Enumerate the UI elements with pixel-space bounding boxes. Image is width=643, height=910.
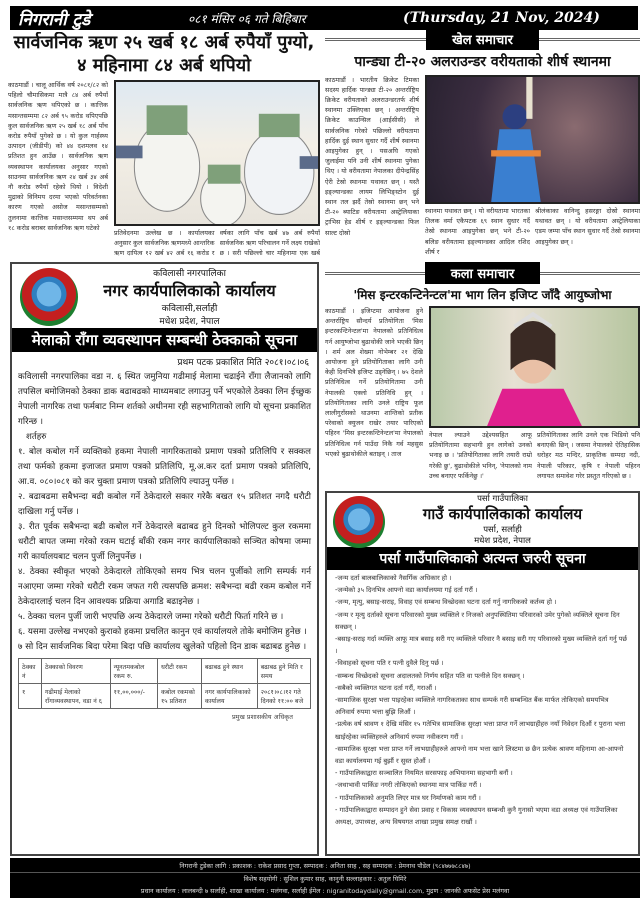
section-label: खेल समाचार — [426, 28, 539, 50]
arts-section-header — [325, 262, 640, 284]
footer-credits — [10, 858, 640, 898]
notice-intro: कविलासी नगरपालिका वडा न. ६ स्थित जमुनिया गढीमाई मेलामा चढाईने राँगा लैजानको लागि तपसिल बमोजिमको ठेक्का डाक बढाबढको माध्यमबाट लगाउनु पर्ने भएकोले ठेक्का लिन ईच्छुक नेपाली नागरिक तथा फर्मबाट निम्न शर्तको अधीनमा रही सहभागिताको लागि यो सूचना प्रकाशित गरिन्छ । — [18, 372, 311, 427]
table-cell: कबोल रकमको १५ प्रतिशत — [157, 684, 201, 709]
sports-body-col3: श्रीलंकाका वानिन्दु हसरङ्गा दोस्रो स्थानमा यथावत छन् । यो वरीयतामा अस्ट्रेलियाका एडम जम्पा पाँच स्थान सुधार गर्दै तेस्रो स्थानमा आइपुगेका छन् । — [535, 207, 640, 246]
batsman-figure — [427, 77, 638, 203]
terms-list — [12, 445, 317, 655]
address-line1: पर्सा, सर्लाही — [483, 525, 522, 535]
table-row — [19, 684, 311, 709]
lead-headline — [8, 32, 320, 77]
table-cell: २०८१।०८।१२ गते दिनको ११:०० बजे — [257, 684, 310, 709]
money-bags-illustration — [116, 82, 318, 224]
office-name: गाउँ कार्यपालिकाको कार्यालय — [422, 505, 583, 523]
notice-item: -सामाजिक सुरक्षा भत्ता पाइरहेका व्यक्तिले नागरिकताका साथ सम्पर्क गरी सम्बन्धित बैंक मार्फत तोकिएको समयभित्र अनिवार्य रुपमा भत्ता बुझि लिऔं । — [335, 696, 609, 717]
notice-item: - गाउँपालिकाद्वारा सम्पादन हुने सेवा प्रवाह र विकास व्यवस्थापन सम्बन्धी कुनै गुनासो भएमा वडा अध्यक्ष एवं गाउँपालिका अध्यक्ष, उपाध्यक्ष, अन्य विषयगत शाखा प्रमुख समक्ष राखौं । — [335, 805, 618, 827]
term-item: ७ सो दिन सार्वजनिक बिदा परेमा बिदा पछि कार्यालय खुलेको पहिलो दिन डाक बढाबढ हुनेछ । — [18, 642, 307, 652]
term-item: २. बढाबढमा सबैभन्दा बढी कबोल गर्ने ठेकेदारले सकार गरेकै बखत १५ प्रतिशत नगदै धरौटी दाखिला गर्नु पर्नेछ । — [18, 492, 311, 517]
nepali-date: ०८१ मंसिर ०६ गते बिहिबार — [188, 11, 306, 26]
column-header: बढाबढ हुने मिति र समय — [257, 659, 310, 684]
terms-heading: शर्तहरु — [26, 432, 47, 442]
kabilasi-tender-notice — [10, 262, 319, 856]
notice-title: मेलाको राँगा व्यवस्थापन सम्बन्धी ठेक्काको सूचना — [12, 328, 317, 352]
term-item: ३. रीत पूर्वक सबैभन्दा बढी कबोल गर्ने ठेकेदारले बढाबढ हुने दिनको भोलिपल्ट कुल रकममा धरौटी बापत जम्मा गरेको रकम घटाई बाँकी रकम नगर कार्यपालिकाको सञ्चित कोषमा जम्मा गरी कार्यालयबाट चलन पुर्जी लिनुपर्नेछ । — [18, 522, 311, 562]
column-header: बढाबढ हुने स्थान — [201, 659, 257, 684]
nepal-emblem-logo — [20, 268, 78, 326]
table-cell: ११,००,०००/- — [110, 684, 157, 709]
notice-item: - गाउँपालिकाको अनुमति लिएर मात्र घर निर्माणको काम गरौं । — [335, 793, 481, 802]
address-line1: कविलासी,सर्लाही — [161, 304, 218, 314]
notice-title: पर्सा गाउँपालिकाको अत्यन्त जरुरी सूचना — [327, 547, 638, 570]
arts-body-col3: प्रतियोगिताका लागि उनले एक भिडियो पनि बनाएकी छिन् । जसमा नेपालको ऐतिहासिक धरोहर मठ मन्दिर, प्राकृतिक सम्पदा नदी, नेपाली परिकार, कृषि र नेपाली पहिरन लगायत समावेश गरेर प्रस्तुत गरिएको छ । — [537, 431, 640, 480]
footer-line: प्रधान कार्यालय : लालबन्दी ७ सर्लाही, शाखा कार्यालय : मलंगवा, सर्लाही ईमेल : nigranitodaydaily@gmail.com, मुद्रण : जानकी अफसेट प्रेस मलंगवा — [140, 887, 510, 895]
office-name: नगर कार्यपालिकाको कार्यालय — [103, 281, 276, 300]
sports-body-col1: काठमाडौं । भारतीय क्रिकेट टिमका सदस्य हार्दिक पान्ड्या टी-२० अन्तर्राष्ट्रिय क्रिकेट वरीयताको अलराउन्डरतर्फ शीर्ष स्थानमा उक्लिएका छन् । अन्तर्राष्ट्रिय क्रिकेट काउन्सिल (आईसीसी) ले सार्वजनिक गरेको पछिल्लो वरीयतामा हार्दिक दुई स्थान सुधार गर्दै शीर्ष स्थानमा आइपुगेका हुन् । यसअघि गएको जुलाईमा पनि उनी शीर्ष स्थानमा पुगेका थिए । यो वरीयतामा नेपालका दीपेन्द्रसिंह ऐरी टेस्रो स्थानमा यथावत छन् । यस्तै इङ्ल्यान्डका लायम लिभिङ्स्टोन दुई स्थान तल झर्दै तेस्रो स्थानमा छन् भने टी-२० ब्याटिङ वरीयतामा अस्ट्रेलियाका ट्राभिस हेड शीर्ष र इङ्ल्यान्डका फिल साल्ट दोस्रो — [325, 75, 419, 237]
municipality-name: कविलासी नगरपालिका — [153, 269, 226, 279]
english-date: (Thursday, 21 Nov, 2024) — [403, 10, 600, 26]
table-cell: नगर कार्यपालिकाको कार्यालय — [201, 684, 257, 709]
headline-line: ४ महिनामा ८४ अर्ब थपियो — [77, 54, 251, 76]
lead-body-col2: प्रतिवेदनमा उल्लेख छ । कार्यालयका अनुसार कुल सार्वजनिक ऋणमध्ये आन्तरिक ऋण दायित्व १२ खर्ब ४२ अर्ब १६ करोड र — [114, 229, 215, 258]
masthead — [10, 6, 638, 30]
address-line2: मधेश प्रदेश, नेपाल — [474, 536, 531, 546]
notice-item: -जन्म र मृत्यु दर्ताको सूचना परिवारको मुख्य व्यक्तिले र निजको अनुपस्थितिमा परिवारको उमेर पुगेको व्यक्तिले सूचना दिन सक्छन् । — [335, 610, 620, 631]
column-header: न्यूनतमकबोल रकम रु. — [110, 659, 157, 684]
tender-table — [18, 658, 311, 709]
table-cell: गढीमाई मेलाको राँगाव्यवस्थापन, वडा नं ६ — [41, 684, 110, 709]
notice-item: -जन्म, मृत्यु, बसाइ-सराइ, विवाह एवं सम्बन्ध विच्छेदका घटना दर्ता गर्नु नागरिकको कर्तव्य हो । — [335, 598, 557, 607]
arts-body-col2: नेपाल ल्याउने उद्देश्यसहित आफू प्रतियोगितामा सहभागी हुन लागेको उनको भनाइ छ । 'प्रतियोगिताका लागि तयारी राम्रो गरेकी छु', बुढाथोकीले भनिन्, 'नेपालको नाम उच्च बनाएर फर्किनेछु ।' — [429, 431, 532, 480]
sports-body-col2: स्थानमा यथावत छन् । यो वरीयतामा भारतका तिलक वर्मा एकैपटक ६९ स्थान सुधार गर्दै तेस्रो स्थानमा आइपुगेका छन् भने टी-२० बलिङ वरीयतामा इङ्ल्यान्डका आदिल रशिद शीर्ष र — [425, 207, 530, 256]
section-label: कला समाचार — [425, 262, 541, 284]
lead-article — [8, 32, 320, 260]
parsa-urgent-notice — [325, 491, 640, 856]
cricket-player-photo — [425, 75, 640, 205]
notice-item: -जन्म दर्ता बालबालिकाको नैसर्गिक अधिकार हो । — [335, 574, 452, 582]
term-item: १. बोल कबोल गर्ने व्यक्तिको हकमा नेपाली नागरिकताको प्रमाण पत्रको प्रतिलिपि र सक्कल तथा फर्मको हकमा इजाजत प्रमाण पत्रको प्रतिलिपि, मू.अ.कर दर्ता प्रमाण पत्रको प्रतिलिपि, आ.व. ०८०।०८१ को कर चुक्ता प्रमाण पत्रको प्रतिलिपि ल्याउनु पर्नेछ । — [18, 447, 311, 487]
sports-section — [325, 28, 640, 258]
notice-item: -प्रत्येक वर्ष श्रावण १ देखि मंसिर १५ गतेभित्र सामाजिक सुरक्षा भत्ता प्राप्त गर्ने लाभग्राहीहरु नयाँ निवेदन दिऔं र पुराना भत्ता खाईरहेका व्यक्तिहरुले अनिवार्य रुपमा नवीकरण गरौं । — [335, 720, 626, 741]
headline-line: सार्वजनिक ऋण २५ खर्ब १८ अर्ब रुपैयाँ पुग्यो, — [13, 32, 315, 53]
publish-date: प्रथम पटक प्रकाशित मिति २०८१।०८।०६ — [177, 358, 309, 368]
lead-body-col1: काठमाडौं । चालू आर्थिक वर्ष २०८१/८२ को पहिलो चौमासिकमा मात्रै ८४ अर्ब रुपैयाँ सार्वजनिक ऋण थपिएको छ । कात्तिक मसान्तसम्ममा ८२ अर्ब ९५ करोड थपिएपछि कुल सार्वजनिक ऋण २५ खर्ब १८ अर्ब पाँच करोड रुपैयाँ पुगेको छ । यो कुल गार्हस्थ्य उत्पादन (जीडीपी) को ४४ दशमलव १४ प्रतिशत हुन आउँछ । सार्वजनिक ऋण व्यवस्थापन कार्यालयका अनुसार गएको साउनमा सार्वजनिक ऋण २४ खर्ब ३४ अर्ब नौ करोड रुपैयाँ रहेको थियो । विदेशी मुद्राको विनिमय दरमा भएको परिवर्तनका कारण गएको असोज मसान्तसम्मको तुलनामा कात्तिक मसान्तसम्ममा थप अर्ब १८ करोड बराबर सार्वजनिक ऋण घटेको — [8, 81, 108, 232]
notice-item: -जथाभावी पार्किङ नगरी तोकिएको स्थानमा मात्र पार्किङ गरौं । — [335, 781, 482, 790]
address-line2: मधेश प्रदेश, नेपाल — [159, 317, 220, 327]
term-item: ५. ठेक्का चलन पुर्जी जारी भएपछि अन्य ठेकेदारले जम्मा गरेको धरौटी फिर्ता गरिने छ । — [18, 612, 284, 622]
notice-item: -जन्मेको ३५ दिनभित्र आफ्नो वडा कार्यालयमा गई दर्ता गरौं । — [335, 586, 478, 595]
column-header: ठेक्का नं — [19, 659, 42, 684]
lead-cartoon-image — [114, 80, 320, 226]
notice-item: -सबैको व्यक्तिगत घटना दर्ता गरौं, गराऔं । — [335, 683, 437, 692]
sports-section-header — [325, 28, 640, 50]
contestant-figure — [431, 308, 638, 426]
lead-body-col3: वर्षका लागि पाँच खर्ब ४७ अर्ब रुपैयाँ सार्वजनिक ऋण परिचालन गर्ने लक्ष्य राखेको छ । सरी पछिल्लो चार महिनामा एक खर्ब — [219, 229, 320, 258]
notice-item: -विवाहको सूचना पति र पत्नी दुवैले दिनु पर्छ । — [335, 659, 444, 668]
arts-section — [325, 262, 640, 488]
brand-logo: निगरानी टुडे — [18, 9, 91, 30]
pageant-contestant-photo — [429, 306, 640, 428]
notice-items — [327, 570, 638, 830]
column-header: ठेक्काको विवरण — [41, 659, 110, 684]
notice-item: -सम्बन्ध विच्छेदको सूचना अदालतको निर्णय सहित पति वा पत्नीले दिन सक्छन् । — [335, 671, 525, 680]
table-cell: १ — [19, 684, 42, 709]
table-header-row — [19, 659, 311, 684]
signature: प्रमुख प्रशासकीय अधिकृत — [231, 713, 293, 721]
arts-headline: 'मिस इन्टरकन्टिनेन्टल'मा भाग लिन इजिप्ट जाँदै आयुष्जोभा — [353, 288, 612, 302]
term-item: ४. ठेक्का स्वीकृत भएको ठेकेदारले तोकिएको समय भित्र चलन पुर्जीको लागि सम्पर्क गर्न नआएमा जम्मा गरेको धरौटी रकम जफत गरी त्यसपछि क्रमश: सबैभन्दा बढी रकम कबोल गर्ने ठेकेदारलाई चलन दिन आवश्यक प्रक्रिया अगाडि बढाइनेछ । — [18, 567, 311, 607]
column-header: धरौटी रकम — [157, 659, 201, 684]
sports-headline: पान्ड्या टी-२० अलराउन्डर वरीयताको शीर्ष स्थानमा — [354, 54, 611, 70]
municipality-name: पर्सा गाउँपालिका — [477, 494, 528, 504]
footer-line: विशेष सहयोगी : सुशिल कुमार साह, कानुनी सल्लाहकार : अतुल घिमिरे — [10, 872, 640, 885]
arts-body-col1: काठमाडौं । इजिप्टमा आयोजना हुने अन्तर्राष्ट्रिय सौन्दर्य प्रतियोगिता 'मिस इन्टरकन्टिनेन्टल'मा नेपालको प्रतिनिधित्व गर्न आयुष्जोभा बुढाथोकी जाने भएकी छिन् । शर्म अल शेख्मा नोभेम्बर २१ देखि आयोजना हुने प्रतियोगिताका लागि उनी केही दिनभित्रै इजिप्ट उड्नेछिन् । ७५ देशले प्रतिनिधित्व गर्ने प्रतियोगितामा उनी नेपालकी एक्लो प्रतिनिधि हुन् । प्रतियोगिताका लागि उनले राष्ट्रिय फूल लालीगुराँसको थाउनमा शान्तिको प्रतीक परेवाको क्युजन राखेर तयार पारिएको पहिरन 'मिस इन्टरकन्टिनेन्टल'मा नेपालको प्रतिनिधित्व गर्न पाउँदा निकै गर्व महसुस भएको बुढाथोकीले बताइन् । ताज — [325, 307, 423, 458]
nepal-emblem-logo — [333, 496, 385, 548]
notice-item: -सामाजिक सुरक्षा भत्ता प्राप्त गर्ने लाभग्राहीहरुले आफ्नो नाम भत्ता खाने लिस्टमा छ छैन प्रत्येक श्रावण महिनामा आ-आफ्नो वडा कार्यालयमा गई बुझौं र सुस्त होऔं । — [335, 744, 624, 766]
notice-item: - गाउँपालिकाद्वारा सञ्चालित नियमित सरसफाइ अभियानमा सहभागी बनौं । — [335, 769, 513, 778]
notice-item: -बसाइ-सराइ गर्दा व्यक्ति आफू मात्र बसाइ सरी गए व्यक्तिले परिवार नै बसाइ सरी गए परिवारको मुख्य व्यक्तिले दर्ता गर्नु पर्छ । — [335, 635, 628, 656]
footer-line: निगरानी टुडेका लागि : प्रकाशक : राकेश प्रसाद गुप्ता, सम्पादक : अनिता साह , सह सम्पादक : प्रेमनाथ पौडेल (९८४७७७८८४७) — [179, 862, 471, 870]
term-item: ६. यसमा उल्लेख नभएको कुराको हकमा प्रचलित कानुन एवं कार्यालयले तोके बमोजिम हुनेछ । — [18, 627, 307, 637]
